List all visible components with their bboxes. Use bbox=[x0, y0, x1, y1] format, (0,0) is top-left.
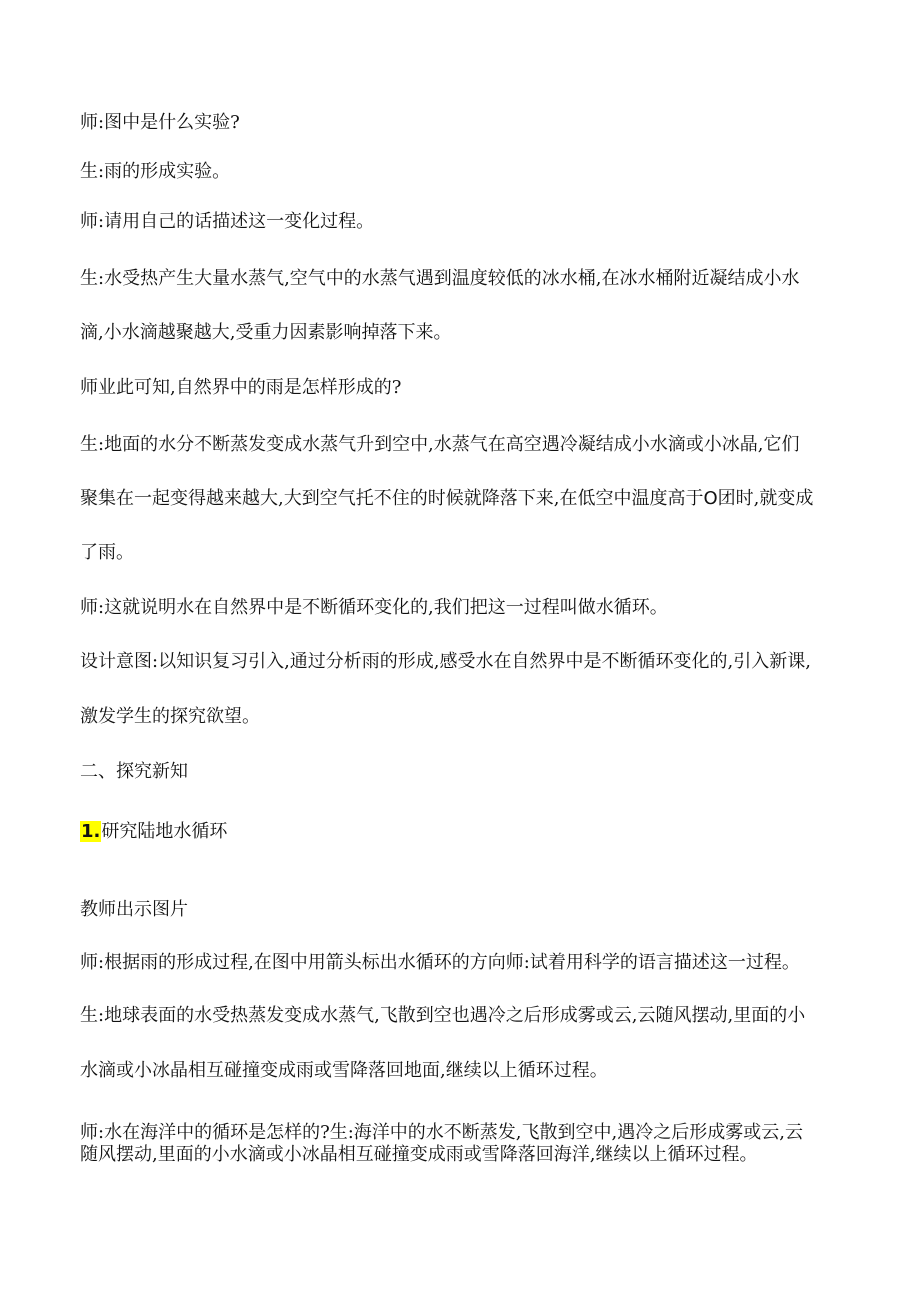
teacher-shows-picture: 教师出示图片 bbox=[80, 899, 188, 920]
dialogue-teacher-summary: 师:这就说明水在自然界中是不断循环变化的,我们把这一过程叫做水循环。 bbox=[80, 597, 668, 618]
rain-line2-text: 聚集在一起变得越来越大,大到空气托不住的时候就降落下来,在低空中温度高于 bbox=[80, 488, 704, 509]
dialogue-teacher-question: 师:图中是什么实验? bbox=[80, 112, 240, 133]
subsection-title: 研究陆地水循环 bbox=[101, 821, 228, 842]
rain-line2-o: O bbox=[703, 488, 718, 509]
highlighted-number: 1. bbox=[81, 821, 101, 842]
dialogue-student-land-cycle-line1: 生:地球表面的水受热蒸发变成水蒸气,飞散到空也遇冷之后形成雾或云,云随风摆动,里面的小 bbox=[80, 1005, 806, 1026]
dialogue-student-answer: 生:雨的形成实验。 bbox=[80, 161, 231, 182]
dialogue-teacher-request: 师:请用自己的话描述这一变化过程。 bbox=[80, 211, 375, 232]
dialogue-student-rain-line1: 生:地面的水分不断蒸发变成水蒸气升到空中,水蒸气在高空遇冷凝结成小水滴或小冰晶,它们 bbox=[80, 434, 800, 455]
subsection-heading bbox=[80, 820, 850, 844]
rain-line2-tail: 团时,就变成 bbox=[717, 488, 814, 509]
dialogue-student-rain-line2 bbox=[80, 487, 850, 511]
dialogue-teacher-inference: 师业此可知,自然界中的雨是怎样形成的? bbox=[80, 377, 402, 398]
dialogue-student-description-line2: 滴,小水滴越聚越大,受重力因素影响掉落下来。 bbox=[80, 322, 452, 343]
section-heading: 二、探究新知 bbox=[80, 761, 188, 782]
dialogue-student-land-cycle-line2: 水滴或小冰晶相互碰撞变成雨或雪降落回地面,继续以上循环过程。 bbox=[80, 1060, 608, 1081]
dialogue-student-description-line1: 生:水受热产生大量水蒸气,空气中的水蒸气遇到温度较低的冰水桶,在冰水桶附近凝结成小水 bbox=[80, 268, 800, 289]
dialogue-ocean-cycle-line1: 师:水在海洋中的循环是怎样的?生:海洋中的水不断蒸发,飞散到空中,遇冷之后形成雾或云,云 bbox=[80, 1122, 803, 1143]
design-intent-line1: 设计意图:以知识复习引入,通过分析雨的形成,感受水在自然界中是不断循环变化的,引入新课, bbox=[80, 651, 811, 672]
dialogue-student-rain-line3: 了雨。 bbox=[80, 542, 134, 563]
dialogue-ocean-cycle-line2: 随风摆动,里面的小水滴或小冰晶相互碰撞变成雨或雪降落回海洋,继续以上循环过程。 bbox=[80, 1144, 758, 1165]
dialogue-teacher-arrows: 师:根据雨的形成过程,在图中用箭头标出水循环的方向师:试着用科学的语言描述这一过程。 bbox=[80, 952, 800, 973]
design-intent-line2: 激发学生的探究欲望。 bbox=[80, 706, 260, 727]
